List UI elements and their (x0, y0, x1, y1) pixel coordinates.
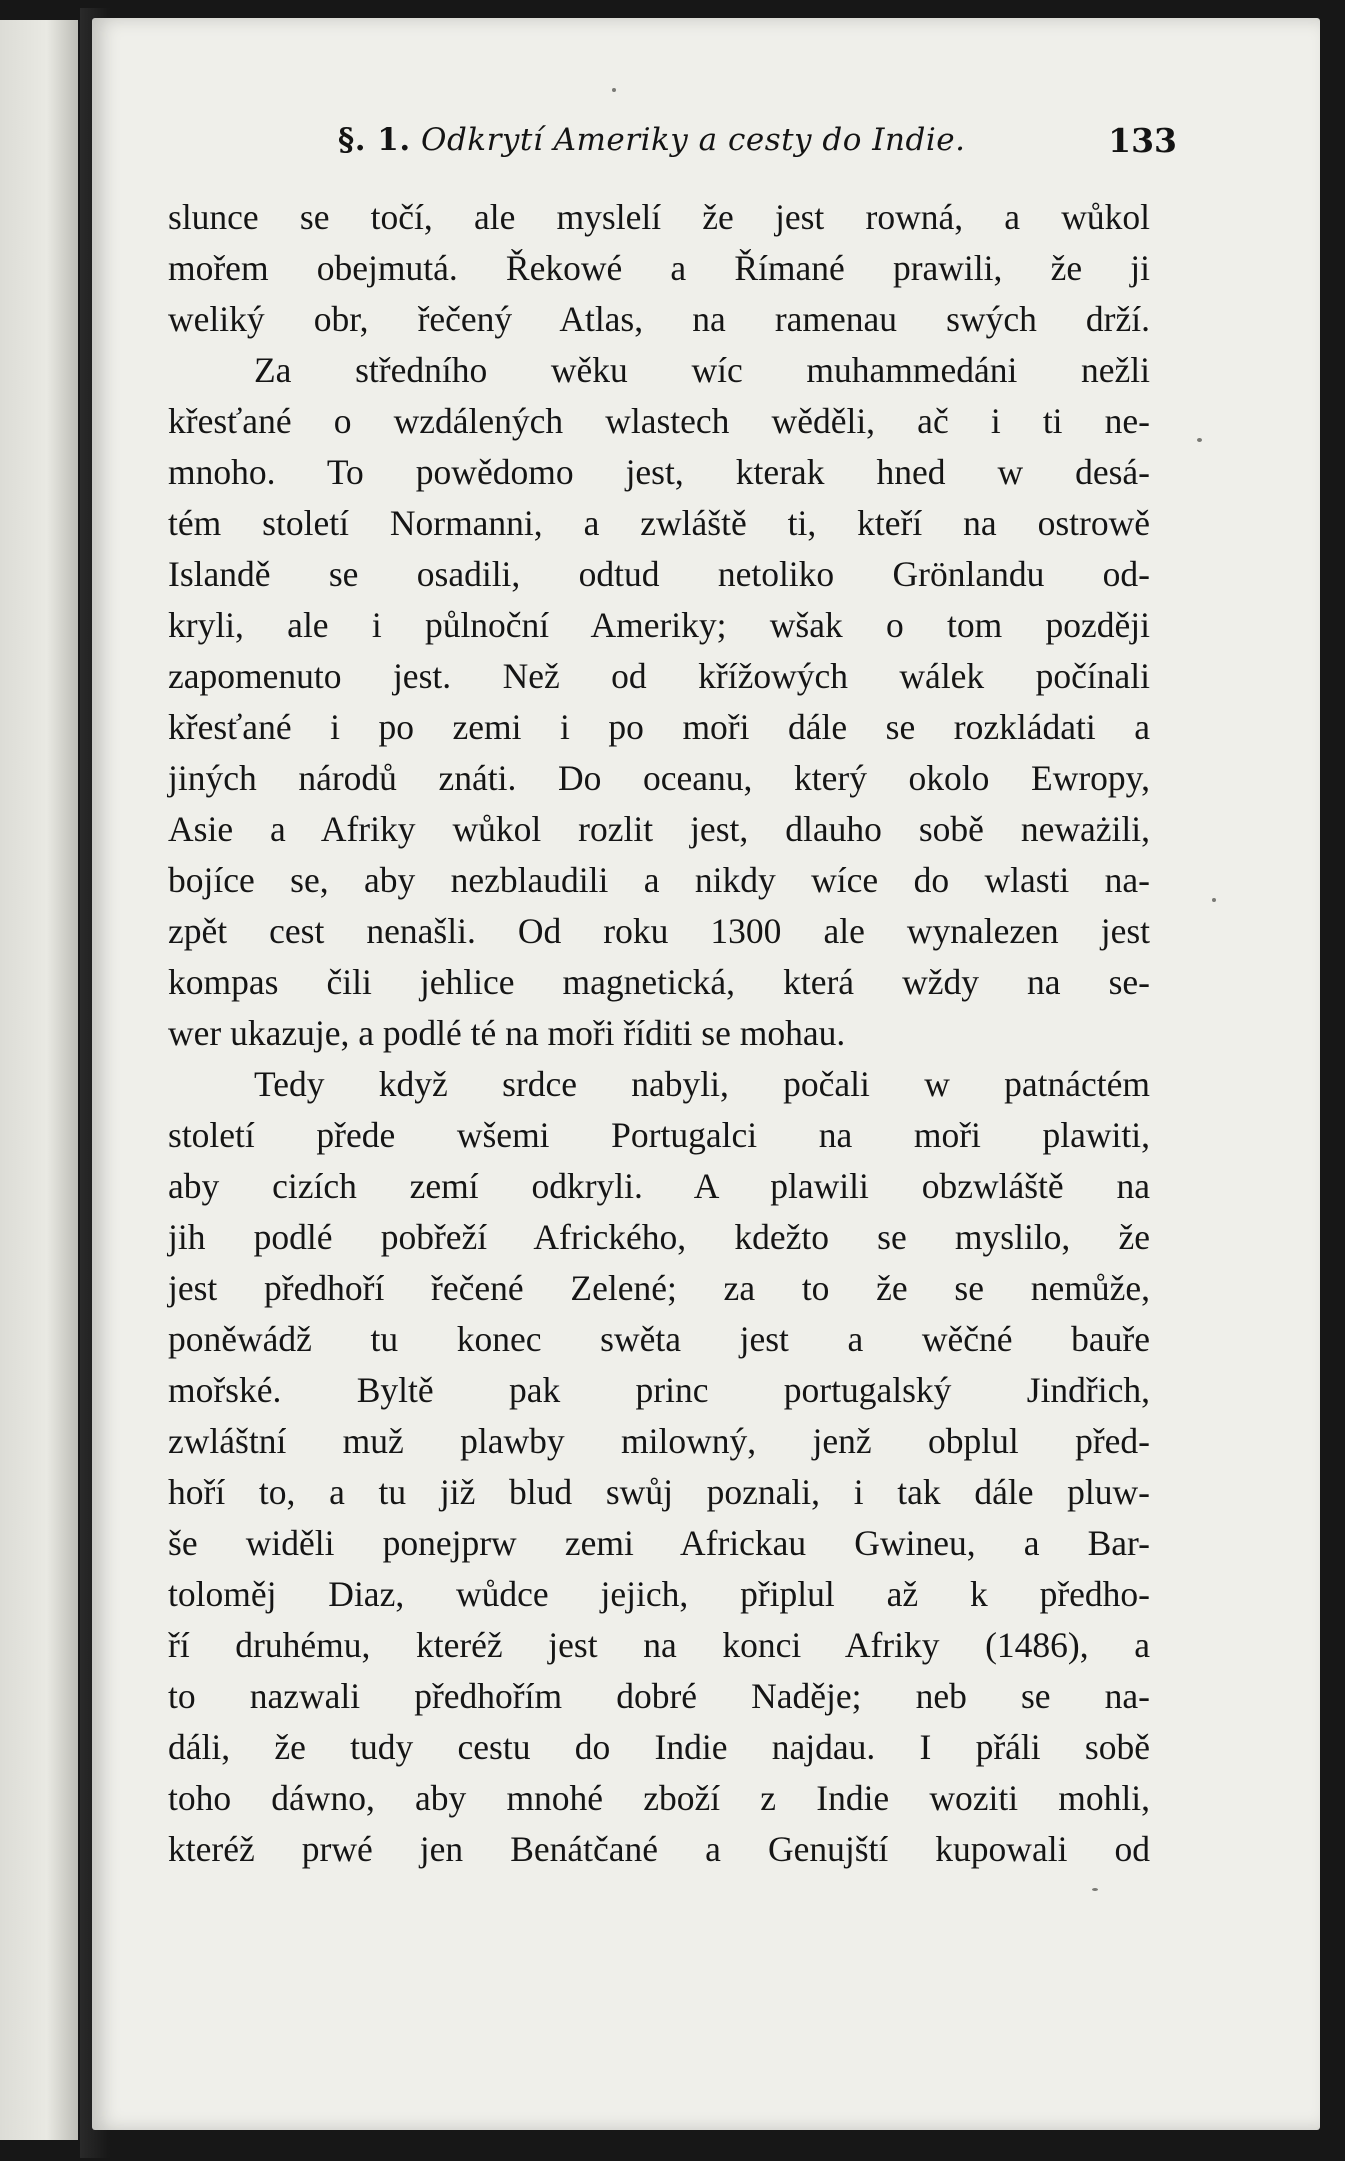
text-line: mnoho. To powědomo jest, kterak hned w desá- (168, 452, 1150, 492)
running-title: Odkrytí Ameriky a cesty do Indie. (421, 122, 966, 158)
previous-page-edge (0, 20, 78, 2140)
page-number: 133 (1108, 120, 1177, 160)
text-line: zpět cest nenašli. Od roku 1300 ale wynalezen jest (168, 911, 1150, 951)
text-line: křesťané o wzdálených wlastech wěděli, ač i ti ne- (168, 401, 1150, 441)
paper-speck (1212, 898, 1216, 902)
text-line: kompas čili jehlice magnetická, která wždy na se- (168, 962, 1150, 1002)
text-line: wer ukazuje, a podlé té na moři říditi se mohau. (168, 1013, 846, 1053)
text-line: aby cizích zemí odkryli. A plawili obzwláště na (168, 1166, 1150, 1206)
paper-speck (1197, 438, 1202, 442)
text-line: mořem obejmutá. Řekowé a Římané prawili, že ji (168, 248, 1150, 288)
text-line: tém století Normanni, a zwláště ti, kteří na ostrowě (168, 503, 1150, 543)
text-line: poněwádž tu konec swěta jest a wěčné bauře (168, 1319, 1150, 1359)
text-line: křesťané i po zemi i po moři dále se rozkládati a (168, 707, 1150, 747)
text-line: jih podlé pobřeží Afrického, kdežto se myslilo, že (168, 1217, 1150, 1257)
text-line: zapomenuto jest. Než od křížowých wálek počínali (168, 656, 1150, 696)
text-line: še widěli ponejprw zemi Africkau Gwineu, a Bar- (168, 1523, 1150, 1563)
text-line: slunce se točí, ale myslelí že jest rowná, a wůkol (168, 197, 1150, 237)
text-line: to nazwali předhořím dobré Naděje; neb se na- (168, 1676, 1150, 1716)
text-line: Tedy když srdce nabyli, počali w patnáctém (254, 1064, 1150, 1104)
text-line: weliký obr, řečený Atlas, na ramenau swých drží. (168, 299, 1150, 339)
paper-speck (612, 88, 616, 92)
text-line: toloměj Diaz, wůdce jejich, připlul až k předho- (168, 1574, 1150, 1614)
text-line: hoří to, a tu již blud swůj poznali, i tak dále pluw- (168, 1472, 1150, 1512)
text-line: Islandě se osadili, odtud netoliko Grönlandu od- (168, 554, 1150, 594)
text-line: dáli, že tudy cestu do Indie najdau. I přáli sobě (168, 1727, 1150, 1767)
text-line: kryli, ale i půlnoční Ameriky; wšak o tom později (168, 605, 1150, 645)
running-head (338, 122, 965, 158)
text-line: zwláštní muž plawby milowný, jenž obplul před- (168, 1421, 1150, 1461)
text-line: Za středního wěku wíc muhammedáni nežli (254, 350, 1150, 390)
paper-speck (1092, 1888, 1098, 1891)
text-line: kteréž prwé jen Benátčané a Genujští kupowali od (168, 1829, 1150, 1869)
text-line: jest předhoří řečené Zelené; za to že se nemůže, (168, 1268, 1150, 1308)
text-line: jiných národů znáti. Do oceanu, který okolo Ewropy, (168, 758, 1150, 798)
text-line: ří druhému, kteréž jest na konci Afriky (1486), a (168, 1625, 1150, 1665)
body-text (168, 192, 1150, 1875)
text-line: mořské. Byltě pak princ portugalský Jindřich, (168, 1370, 1150, 1410)
text-line: století přede wšemi Portugalci na moři plawiti, (168, 1115, 1150, 1155)
page-header (338, 115, 1177, 165)
section-number: §. 1. (338, 122, 411, 158)
text-line: bojíce se, aby nezblaudili a nikdy wíce do wlasti na- (168, 860, 1150, 900)
text-line: Asie a Afriky wůkol rozlit jest, dlauho sobě neważili, (168, 809, 1150, 849)
text-line: toho dáwno, aby mnohé zboží z Indie woziti mohli, (168, 1778, 1150, 1818)
